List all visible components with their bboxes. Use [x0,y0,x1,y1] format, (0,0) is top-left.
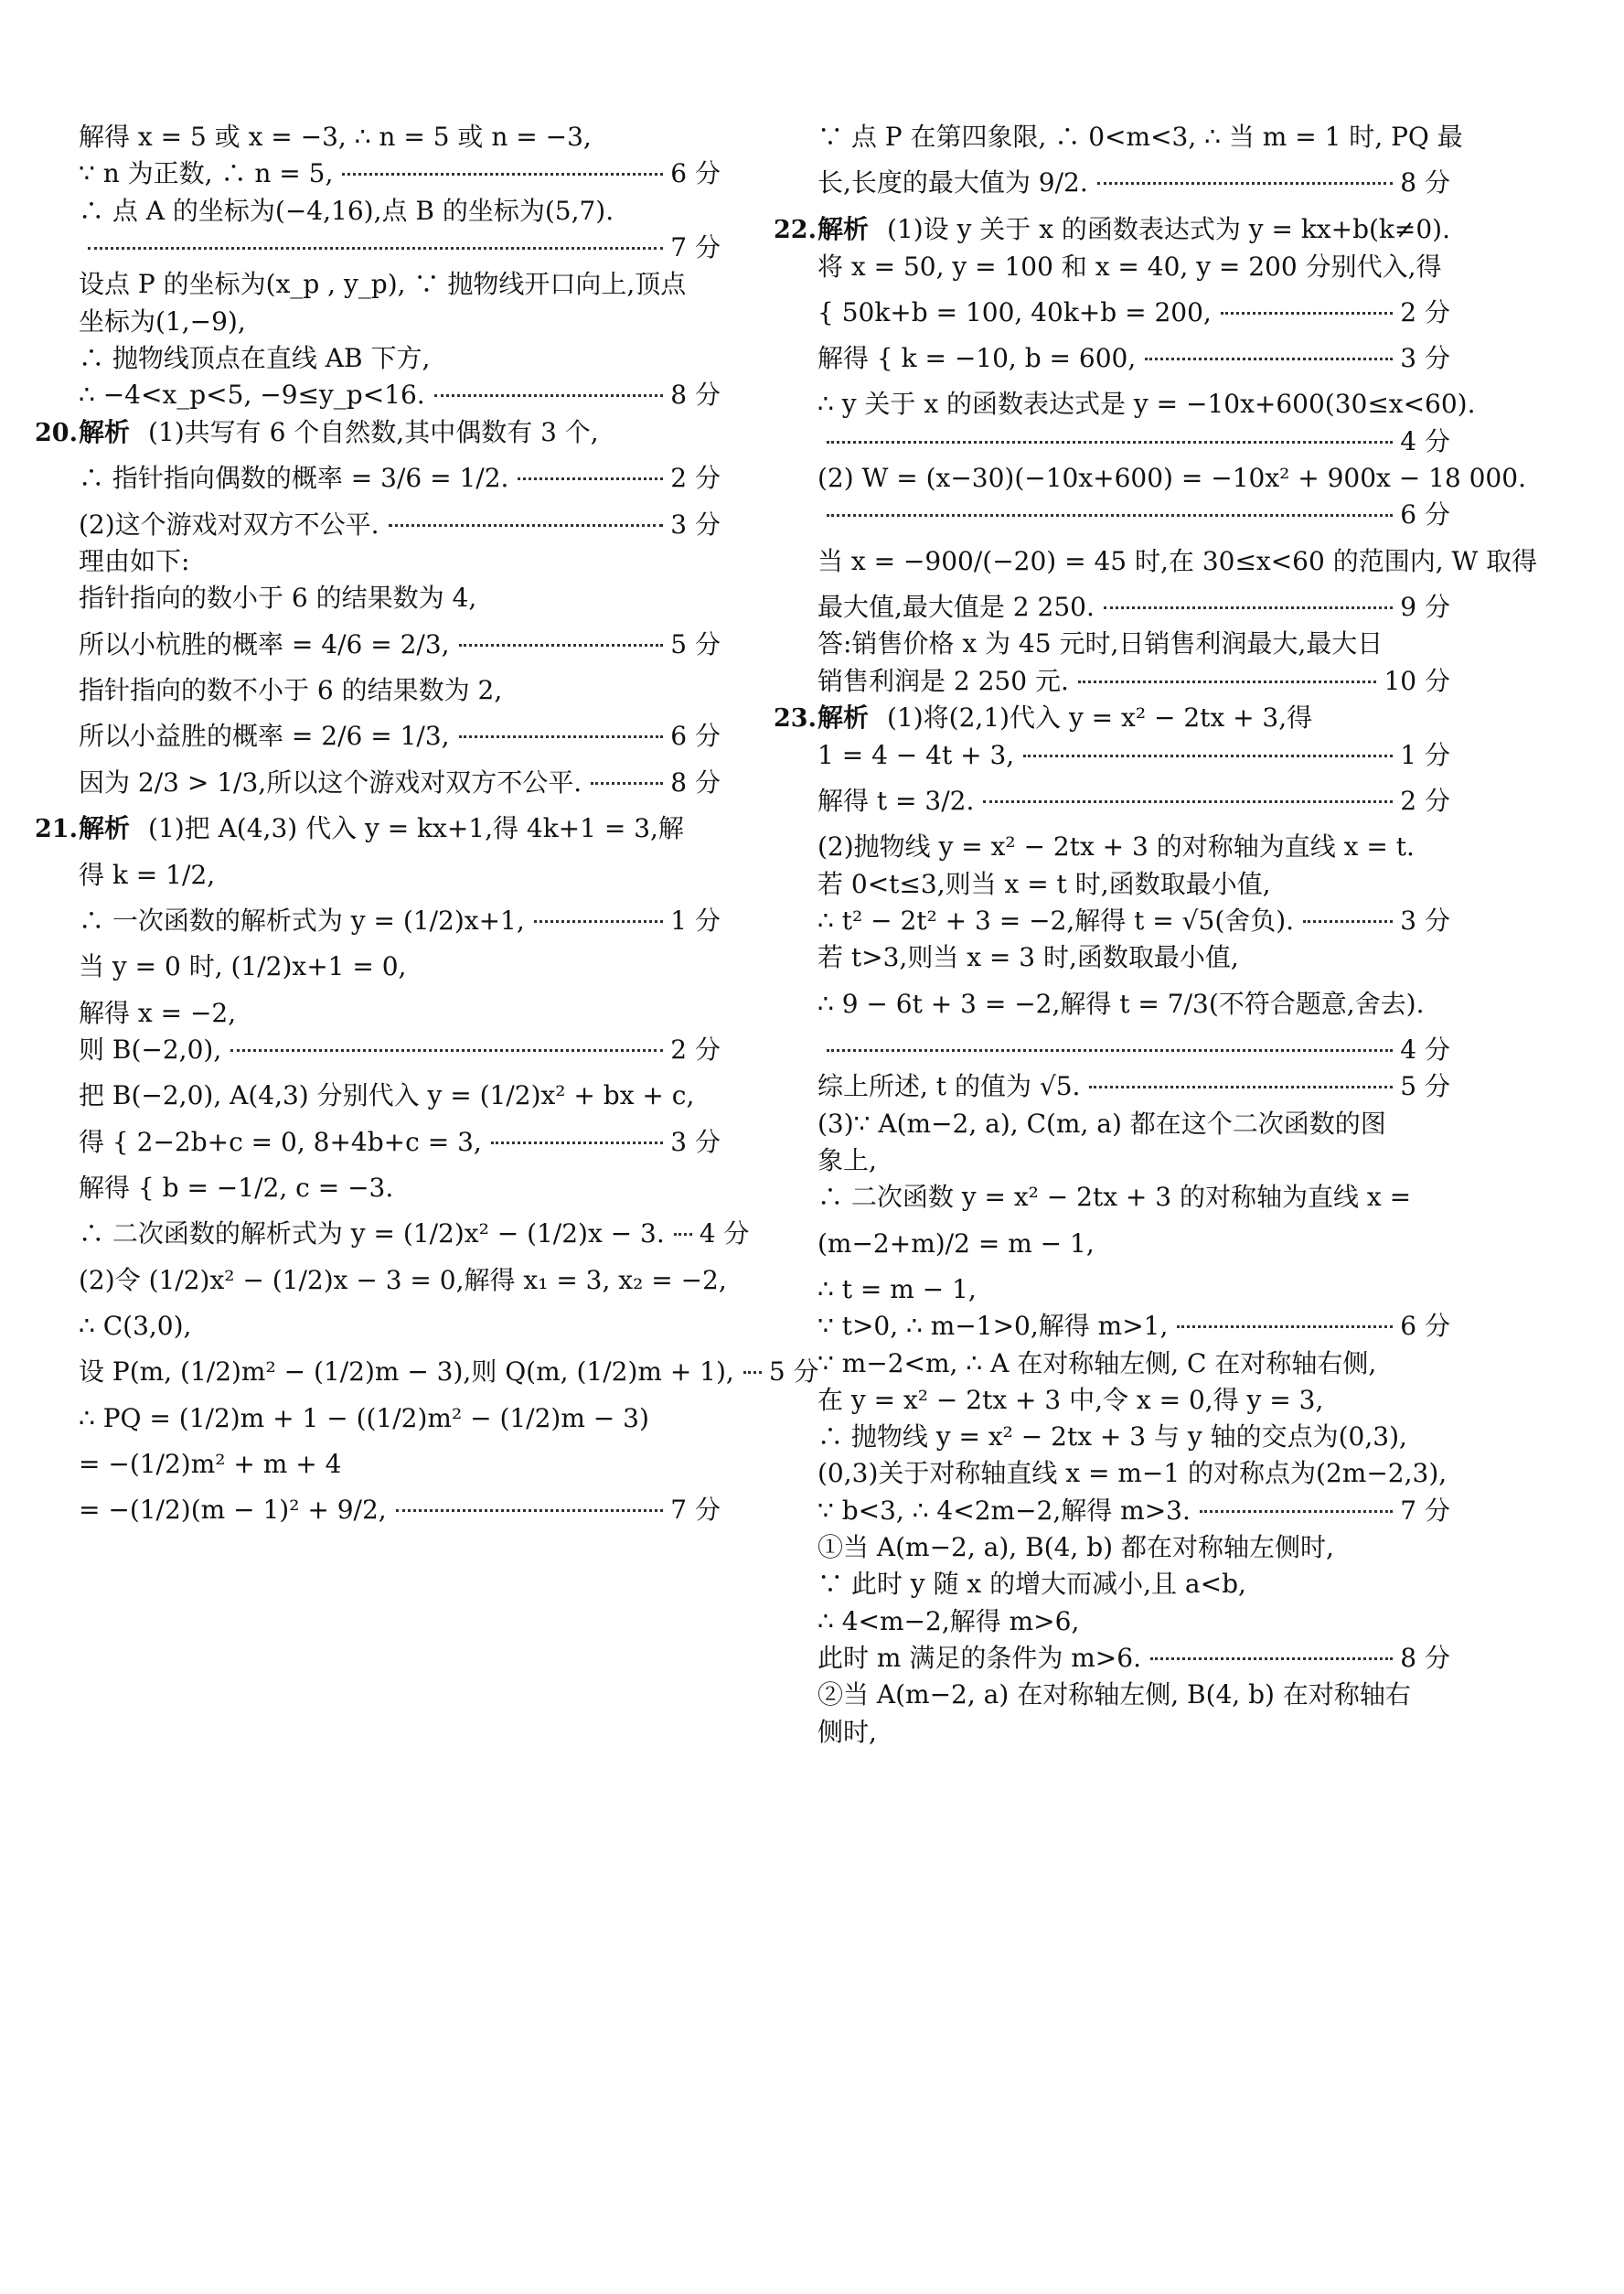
solution-line [35,1400,721,1437]
solution-line [774,1142,1450,1179]
score-mark: 6 分 [1400,1311,1450,1342]
solution-text: (1)设 y 关于 x 的函数表达式为 y = kx+b(k≠0). [887,213,1451,244]
solution-line [35,230,721,266]
score-mark: 4 分 [699,1218,750,1249]
solution-text: (2)抛物线 y = x² − 2tx + 3 的对称轴为直线 x = t. [817,831,1415,863]
analysis-tag: 解析 [817,702,870,733]
score-mark: 2 分 [670,1034,721,1065]
solution-text: 侧时, [817,1716,877,1747]
analysis-tag: 解析 [817,213,870,244]
solution-line [774,386,1476,423]
score-mark: 9 分 [1400,592,1450,622]
solution-text: { 50k+b = 100, 40k+b = 200, [817,296,1212,327]
dot-leader [459,644,664,647]
solution-text: 指针指向的数小于 6 的结果数为 4, [79,583,477,614]
solution-line [35,1032,721,1068]
solution-text: ①当 A(m−2, a), B(4, b) 都在对称轴左侧时, [817,1532,1334,1563]
dot-leader [827,1049,1393,1052]
question-header-line [774,700,1450,737]
solution-text: (0,3)关于对称轴直线 x = m−1 的对称点为(2m−2,3), [817,1458,1448,1489]
solution-line [774,295,1450,331]
dot-leader [534,920,664,923]
solution-line [35,1170,721,1206]
question-header-line [35,810,721,848]
solution-line [35,1262,727,1299]
solution-text: 所以小杭胜的概率 = 4/6 = 2/3, [79,628,450,659]
solution-text: ②当 A(m−2, a) 在对称轴左侧, B(4, b) 在对称轴右 [817,1679,1411,1710]
score-mark: 3 分 [1400,343,1450,374]
score-mark: 10 分 [1384,665,1450,696]
solution-line [35,119,721,155]
solution-line [774,1226,1450,1262]
solution-line [774,1603,1450,1640]
score-mark: 7 分 [670,1495,721,1526]
solution-line [35,266,721,303]
solution-text: 指针指向的数不小于 6 的结果数为 2, [79,674,503,705]
solution-text: ∴ 抛物线顶点在直线 AB 下方, [79,342,431,373]
solution-text: 象上, [817,1144,877,1175]
dot-leader [1089,1086,1393,1088]
dot-leader [1023,755,1393,757]
dot-leader [1303,920,1393,923]
solution-line [774,423,1450,460]
solution-line [774,903,1450,939]
solution-text: ∴ −4<x_p<5, −9≤y_p<16. [79,380,425,411]
solution-line [35,672,721,709]
solution-text: ∴ t = m − 1, [817,1273,977,1304]
solution-text: 解得 t = 3/2. [817,786,975,817]
solution-text: ∴ 抛物线 y = x² − 2tx + 3 与 y 轴的交点为(0,3), [817,1421,1407,1453]
solution-text: ∴ 二次函数 y = x² − 2tx + 3 的对称轴为直线 x = [817,1182,1412,1213]
solution-text: 所以小益胜的概率 = 2/6 = 1/3, [79,721,450,752]
solution-text: (1)共写有 6 个自然数,其中偶数有 3 个, [148,416,599,447]
solution-line [35,1354,819,1390]
score-mark: 4 分 [1400,1034,1450,1065]
solution-text: 长,长度的最大值为 9/2. [817,167,1088,198]
dot-leader [743,1371,762,1374]
dot-leader [342,173,663,176]
solution-line [774,497,1450,533]
solution-line [35,949,721,985]
solution-text: 理由如下: [79,546,190,576]
solution-text: 当 y = 0 时, (1/2)x+1 = 0, [79,951,407,982]
solution-line [35,1492,721,1528]
solution-line [774,1566,1450,1603]
solution-text: 1 = 4 − 4t + 3, [817,739,1015,770]
solution-line [35,193,721,230]
dot-leader [518,477,663,480]
solution-text: 此时 m 满足的条件为 m>6. [817,1643,1141,1673]
dot-leader [827,441,1393,444]
dot-leader [1177,1325,1393,1328]
solution-text: 设 P(m, (1/2)m² − (1/2)m − 3),则 Q(m, (1/2)m + 1), [79,1356,734,1388]
solution-line [774,1455,1450,1492]
solution-line [774,939,1450,976]
solution-text: 设点 P 的坐标为(x_p , y_p), ∵ 抛物线开口向上,顶点 [79,269,687,300]
solution-line [35,1446,721,1483]
score-mark: 3 分 [1400,906,1450,937]
score-mark: 6 分 [670,721,721,752]
solution-line [774,249,1450,285]
solution-line [35,1216,750,1252]
dot-leader [591,782,663,785]
dot-leader [1078,681,1377,683]
question-header-line [35,414,721,452]
score-mark: 5 分 [1400,1071,1450,1102]
solution-text: ∴ 4<m−2,解得 m>6, [817,1605,1080,1636]
dot-leader [230,1049,663,1052]
solution-text: (2) W = (x−30)(−10x+600) = −10x² + 900x − 18 000. [817,463,1526,494]
solution-line [774,737,1450,774]
dot-leader [459,735,664,738]
question-number: 20. [35,418,78,447]
solution-line [35,718,721,755]
dot-leader [1221,312,1393,315]
dot-leader [1150,1657,1393,1660]
dot-leader [434,394,664,397]
solution-text: 综上所述, t 的值为 √5. [817,1071,1081,1102]
solution-text: 坐标为(1,−9), [79,306,246,337]
score-mark: 8 分 [670,380,721,411]
solution-line [35,1308,721,1345]
solution-line [35,857,721,894]
dot-leader [983,800,1393,803]
question-number: 21. [35,814,78,843]
solution-line [774,165,1450,201]
dot-leader [1145,358,1393,360]
solution-text: 把 B(−2,0), A(4,3) 分别代入 y = (1/2)x² + bx + c, [79,1080,695,1111]
dot-leader [396,1509,664,1512]
question-number: 22. [774,215,817,244]
solution-line [774,986,1450,1023]
solution-line [35,765,721,801]
score-mark: 1 分 [1400,739,1450,770]
solution-line [35,304,721,340]
solution-line [774,1179,1450,1216]
score-mark: 5 分 [670,628,721,659]
dot-leader [827,514,1393,517]
solution-text: ∴ 指针指向偶数的概率 = 3/6 = 1/2. [79,463,509,494]
solution-text: (m−2+m)/2 = m − 1, [817,1227,1095,1259]
solution-text: 得 k = 1/2, [79,859,216,890]
score-mark: 1 分 [670,906,721,937]
dot-leader [1104,606,1393,609]
solution-line [774,866,1450,903]
score-mark: 6 分 [670,158,721,189]
solution-line [774,783,1450,820]
solution-line [35,1077,721,1114]
solution-line [774,829,1450,865]
solution-text: (2)这个游戏对双方不公平. [79,509,379,540]
solution-text: 最大值,最大值是 2 250. [817,592,1095,622]
solution-line [774,1308,1450,1345]
solution-text: ∵ n 为正数, ∴ n = 5, [79,158,334,189]
solution-line [35,507,721,543]
solution-text: ∴ t² − 2t² + 3 = −2,解得 t = √5(舍负). [817,906,1295,937]
solution-line [35,543,721,580]
solution-text: ∵ 此时 y 随 x 的增大而减小,且 a<b, [817,1569,1246,1600]
score-mark: 7 分 [1400,1495,1450,1526]
solution-text: 得 { 2−2b+c = 0, 8+4b+c = 3, [79,1126,482,1157]
right-column [774,119,1538,1751]
score-mark: 5 分 [768,1356,819,1388]
solution-line [35,580,721,616]
score-mark: 2 分 [1400,296,1450,327]
solution-line [774,460,1526,497]
solution-line [35,903,721,939]
solution-text: 则 B(−2,0), [79,1034,222,1065]
solution-line [774,1345,1450,1382]
solution-text: ∵ m−2<m, ∴ A 在对称轴左侧, C 在对称轴右侧, [817,1347,1377,1378]
solution-text: 若 t>3,则当 x = 3 时,函数取最小值, [817,942,1239,973]
solution-line [774,1640,1450,1677]
solution-text: 答:销售价格 x 为 45 元时,日销售利润最大,最大日 [817,628,1384,659]
solution-line [35,1124,721,1161]
score-mark: 6 分 [1400,499,1450,531]
dot-leader [389,524,664,527]
solution-text: ∴ 一次函数的解析式为 y = (1/2)x+1, [79,906,525,937]
solution-text: 解得 { k = −10, b = 600, [817,343,1137,374]
solution-line [774,1493,1450,1529]
score-mark: 2 分 [670,463,721,494]
score-mark: 4 分 [1400,425,1450,456]
solution-text: 因为 2/3 > 1/3,所以这个游戏对双方不公平. [79,766,582,798]
solution-text: ∴ 点 A 的坐标为(−4,16),点 B 的坐标为(5,7). [79,195,614,226]
solution-text: ∴ PQ = (1/2)m + 1 − ((1/2)m² − (1/2)m − 3) [79,1402,649,1433]
dot-leader [1200,1510,1393,1513]
analysis-tag: 解析 [79,812,131,843]
solution-line [35,155,721,192]
solution-line [35,460,721,497]
solution-text: ∴ 二次函数的解析式为 y = (1/2)x² − (1/2)x − 3. [79,1218,665,1249]
solution-text: 解得 { b = −1/2, c = −3. [79,1172,394,1203]
solution-text: 在 y = x² − 2tx + 3 中,令 x = 0,得 y = 3, [817,1384,1324,1415]
solution-line [774,1382,1450,1419]
question-header-line [774,211,1450,249]
solution-line [774,1419,1450,1455]
solution-text: ∴ C(3,0), [79,1310,192,1341]
solution-text: 解得 x = 5 或 x = −3, ∴ n = 5 或 n = −3, [79,122,592,152]
solution-text: ∵ 点 P 在第四象限, ∴ 0<m<3, ∴ 当 m = 1 时, PQ 最 [817,122,1463,152]
solution-text: ∵ b<3, ∴ 4<2m−2,解得 m>3. [817,1495,1191,1526]
solution-text: (1)将(2,1)代入 y = x² − 2tx + 3,得 [887,702,1313,733]
solution-text: ∴ 9 − 6t + 3 = −2,解得 t = 7/3(不符合题意,舍去). [817,988,1425,1019]
dot-leader [674,1233,692,1236]
dot-leader [88,247,663,250]
solution-text: 若 0<t≤3,则当 x = t 时,函数取最小值, [817,868,1271,899]
score-mark: 7 分 [670,231,721,263]
solution-line [35,340,721,377]
score-mark: 2 分 [1400,786,1450,817]
solution-line [35,627,721,663]
solution-line [774,1714,1450,1751]
solution-line [774,119,1463,155]
analysis-tag: 解析 [79,416,131,447]
solution-line [774,1529,1450,1566]
score-mark: 8 分 [1400,167,1450,198]
solution-text: ∵ t>0, ∴ m−1>0,解得 m>1, [817,1311,1169,1342]
solution-line [774,1271,1450,1308]
score-mark: 8 分 [670,766,721,798]
solution-text: 当 x = −900/(−20) = 45 时,在 30≤x<60 的范围内, W 取得 [817,545,1538,576]
dot-leader [491,1142,663,1144]
solution-text: = −(1/2)(m − 1)² + 9/2, [79,1495,387,1526]
solution-line [774,340,1450,377]
solution-text: 将 x = 50, y = 100 和 x = 40, y = 200 分别代入,得 [817,251,1442,282]
dot-leader [1097,182,1394,185]
solution-text: ∴ y 关于 x 的函数表达式是 y = −10x+600(30≤x<60). [817,389,1476,420]
left-column [35,119,819,1538]
solution-text: 解得 x = −2, [79,997,237,1028]
solution-line [774,626,1450,662]
solution-text: (3)∵ A(m−2, a), C(m, a) 都在这个二次函数的图 [817,1108,1386,1139]
question-number: 23. [774,703,817,733]
solution-text: = −(1/2)m² + m + 4 [79,1448,342,1479]
solution-text: (1)把 A(4,3) 代入 y = kx+1,得 4k+1 = 3,解 [148,812,684,843]
solution-line [35,995,721,1032]
score-mark: 8 分 [1400,1643,1450,1673]
solution-line [774,1068,1450,1105]
solution-line [35,377,721,413]
solution-line [774,1032,1450,1068]
solution-line [774,543,1538,580]
solution-line [774,1106,1450,1142]
solution-line [774,663,1450,700]
solution-line [774,1677,1450,1713]
solution-text: (2)令 (1/2)x² − (1/2)x − 3 = 0,解得 x₁ = 3, x₂ = −2, [79,1264,727,1295]
score-mark: 3 分 [670,1126,721,1157]
solution-text: 销售利润是 2 250 元. [817,665,1069,696]
solution-line [774,589,1450,626]
score-mark: 3 分 [670,509,721,540]
